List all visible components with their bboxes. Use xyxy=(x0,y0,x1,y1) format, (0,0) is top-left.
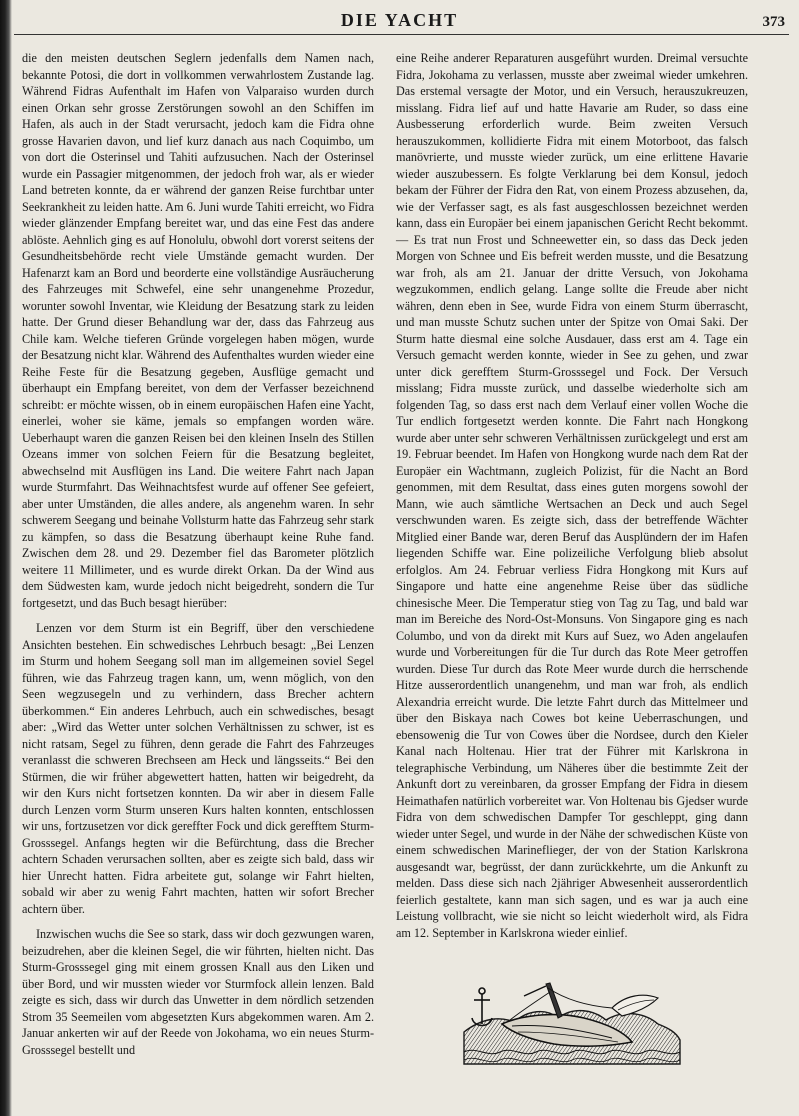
shipwreck-vignette-icon xyxy=(462,966,682,1072)
page-number: 373 xyxy=(762,14,785,30)
running-title: DIE YACHT xyxy=(340,10,459,30)
right-text-column xyxy=(396,50,748,941)
header-rule xyxy=(14,34,789,35)
paragraph: Inzwischen wuchs die See so stark, dass wir doch gezwungen waren, beizudrehen, aber die kleinen Segel, die wir führten, hielten nicht. Das Sturm-Grosssegel ging mit einem grossen Knall aus den Liken und über Bord, und wir mussten wieder vor Sturmfock allein lenzen. Bald zeigte es sich, dass wir durch das Unwetter in dem nördlich setzenden Strom 35 Seemeilen vom abgesetzten Kurs abgekommen waren. Am 2. Januar ankerten wir auf der Reede von Jokohama, wo ein neues Sturm-Grosssegel bestellt und xyxy=(22,927,374,1057)
paragraph: Lenzen vor dem Sturm ist ein Begriff, über den verschiedene Ansichten bestehen. Ein schwedisches Lehrbuch besagt: „Bei Lenzen im Sturm und hohem Seegang soll man im allgemeinen soviel Segel führen, wie das Fahrzeug tragen kann, um, wenn möglich, von den Seen wegzusegeln und zu verhindern, dass Brecher achtern überkommen.“ Ein anderes Lehrbuch, auch ein schwedisches, besagt aber: „Wird das Wetter unter solchen Verhältnissen zu schwer, ist es nicht ratsam, Segel zu führen, denn gerade die Fahrt des Fahrzeuges veranlasst die schweren Brechseen am Heck und längsseits.“ Bei den Stürmen, die wir früher abgewettert hatten, hatten wir beigedreht, da wir den Kurs nicht fortsetzen konnten. Da wir aber in diesem Falle durch Lenzen vorm Sturm unseren Kurs halten konnten, entschlossen wir uns, fortzusetzen vor dick gereffter Fock und dick gerefftem Sturm-Grosssegel. Anfangs hegten wir die Befürchtung, dass die Brecher achtern Schaden verursachen sollten, aber es zeigte sich bald, dass wir hier Unrecht hatten. Fidra arbeitete gut, solange wir Fahrt hielten, sobald wir aber zu wenig Fahrt machten, hatten wir sofort Brecher achtern über. xyxy=(22,621,374,916)
left-text-column xyxy=(22,50,374,1058)
paragraph: eine Reihe anderer Reparaturen ausgeführt wurden. Dreimal versuchte Fidra, Jokohama zu verlassen, musste aber zweimal wieder umkehren. Das erstemal versagte der Motor, und ein Versuch, herauszukreuzen, misslang. Fidra lief auf und hatte Havarie am Ruder, so dass eine Ausbesserung erforderlich wurde. Beim zweiten Versuch herauszukommen, kollidierte Fidra mit einem Motorboot, das falsch manövrierte, und musste wieder zurück, um eine erlittene Havarie wieder auszubessern. Es folgte Verklarung bei dem Konsul, jedoch bekam der Führer der Fidra den Rat, von einem Prozess abzusehen, da, wie der Verfasser sagt, es als fast ausgeschlossen bezeichnet werden kann, dass ein Europäer bei einem japanischen Gericht Recht bekommt. — Es trat nun Frost und Schneewetter ein, so dass das Deck jeden Morgen von Schnee und Eis befreit werden musste, und die Besatzung war froh, als am 21. Januar der dritte Versuch, von Jokohama wegzukommen, endlich gelang. Lange sollte die Freude aber nicht währen, denn eben in See, wurde Fidra von einem Sturm überrascht, und man musste Schutz suchen unter der Spitze von Omai Saki. Der Sturm hatte diesmal eine solche Ausdauer, dass erst am 4. Tage ein Versuch gemacht werden konnte, wieder in See zu gehen, und zwar unter dick gerefftem Sturm-Grosssegel und Fock. Der Versuch misslang; Fidra musste zurück, und dasselbe wiederholte sich am folgenden Tag, so dass erst nach dem Verlauf einer vollen Woche die Tur endlich fortgesetzt werden konnte. Die Fahrt nach Hongkong wurde aber unter sehr schweren Verhältnissen zurückgelegt und erst am 19. Februar beendet. Im Hafen von Hongkong wurde nach dem Rat der Europäer ein Wachtmann, zugleich Polizist, für die Nacht an Bord genommen, mit dem Resultat, dass eines guten morgens sowohl der Mann, wie auch sämtliche Wertsachen an Deck und auch Segel verschwunden waren. Es zeigte sich, dass der betreffende Wächter Mitglied einer Bande war, deren Beruf das Ausplündern der im Hafen liegenden Schiffe war. Eine polizeiliche Verfolgung blieb absolut erfolglos. Am 24. Februar verliess Fidra Hongkong mit Kurs auf Singapore und hatte eine angenehme Reise über das südliche chinesische Meer. Die Temperatur stieg von Tag zu Tag, und bald war man im Bereiche des Nord-Ost-Monsuns. Von Singapore ging es nach Columbo, und von da direkt mit Kurs auf Suez, wo Aden angelaufen wurde und Vorbereitungen für die Tur durch das Rote Meer getroffen wurden. Diese Tur durch das Rote Meer wurde durch die herrschende Hitze ausserordentlich unangenehm, und man war froh, als endlich Alexandria erreicht wurde. Die letzte Fahrt durch das Mittelmeer und über den Biskaya nach Cowes bot keine Ueberraschungen, und ebensowenig die Tur von Cowes über die Nordsee, durch den Kieler Kanal nach Holtenau. Hier trat der Führer mit Karlskrona in telegraphische Verbindung, um Näheres über die bestimmte Zeit der Ankunft dort zu vereinbaren, da grosser Empfang der Fidra in diesem Heimathafen natürlich vorbereitet war. Von Holtenau bis Gjedser wurde Fidra von dem schwedischen Dampfer Tor geschleppt, ging dann wieder unter Segel, und wurde in der Nähe der schwedischen Küste von einem schwedischen Marineflieger, der von der Station Karlskrona ausgesandt war, begrüsst, der dann zurückkehrte, um die Ankunft zu melden. Dass diese sich nach 2jähriger Abwesenheit ausserordentlich feierlich gestaltete, kann man sich sagen, und es war ja auch eine Leistung vollbracht, wie sie nicht so leicht wiederholt wird, als Fidra am 12. September in Karlskrona wieder einlief. xyxy=(396,51,748,940)
paragraph: die den meisten deutschen Seglern jedenfalls dem Namen nach, bekannte Potosi, die dort in vollkommen verwahrlostem Zustande lag. Während Fidras Aufenthalt im Hafen von Valparaiso wurden durch einen Orkan sehr grosse Zerstörungen sowohl an den Schiffen im Hafen, als auch in der Stadt verursacht, jedoch kam die Fidra ohne grosse Havarien davon, und lief kurz danach aus nach Coquimbo, um von dort die Osterinsel und Tahiti aufzusuchen. Nach der Osterinsel wurde ein Passagier mitgenommen, der jedoch froh war, als er wieder Land betreten konnte, da er während der ganzen Reise furchtbar unter Seekrankheit zu leiden hatte. Am 6. Juni wurde Tahiti erreicht, wo Fidra wieder glänzender Empfang bereitet war, und das eine Fest das andere ablöste. Aehnlich ging es auf Honolulu, obwohl dort vorerst seitens der Gesundheitsbehörde recht viele Umstände gemacht wurden. Der Hafenarzt kam an Bord und beorderte eine vollständige Ausräucherung des Fahrzeuges mit Schwefel, eine sehr unangenehme Prozedur, worunter sowohl Inventar, wie Kleidung der Besatzung stark zu leiden hatte. Der Grund dieser Behandlung war der, dass das Fahrzeug aus Chile kam. Welche tieferen Gründe vorgelegen haben mögen, wurde der Besatzung nicht klar. Während des Aufenthaltes wurden wieder eine Reihe Feste für die Besatzung gegeben, Ausflüge gemacht und überhaupt ein Empfang bereitet, von dem der Verfasser bezeichnend schreibt: er möchte wissen, ob in einem europäischen Hafen eine Yacht, einerlei, woher sie käme, jemals so empfangen worden wäre. Ueberhaupt waren die ganzen Reisen bei den kleinen Inseln des Stillen Ozeans immer von solchen Feiern für die Besatzung begleitet, abwechselnd mit Ausflügen ins Land. Die weitere Fahrt nach Japan wurde Sturmfahrt. Das Weihnachtsfest wurde auf offener See gefeiert, aber unter Umständen, die alles andere, als angenehm waren. In sehr schwerem Seegang und beinahe Vollsturm hatte das Fahrzeug sehr stark zu kämpfen, so dass die Besatzung überhaupt keine Ruhe fand. Zwischen dem 28. und 29. Dezember fiel das Barometer plötzlich weitere 11 Millimeter, und es wurde direkt Orkan. Da der Wind aus dem Südwesten kam, wurde jedoch nicht beigedreht, sondern die Tur fortgesetzt, und das Buch besagt hierüber: xyxy=(22,51,374,610)
vignette-drawing xyxy=(462,966,682,1072)
scan-shadow-edge xyxy=(0,0,12,1116)
